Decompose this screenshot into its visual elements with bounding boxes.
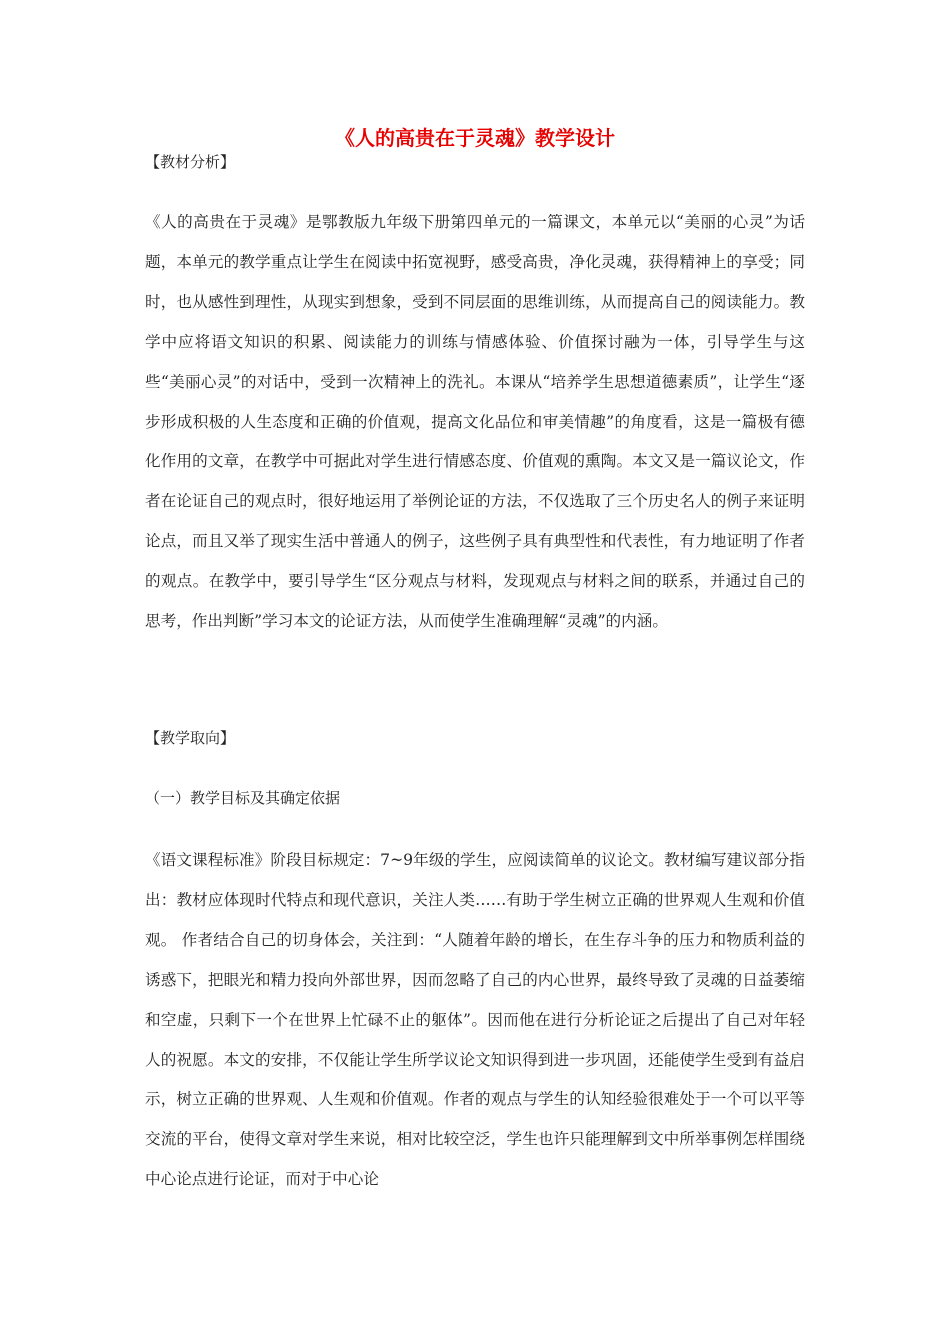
section-heading-textbook-analysis: 【教材分析】 [145,153,236,171]
subsection-heading-teaching-goals: （一）教学目标及其确定依据 [145,789,341,807]
document-title: 《人的高贵在于灵魂》教学设计 [335,126,615,150]
teaching-goals-paragraph: 《语文课程标准》阶段目标规定：7~9年级的学生，应阅读简单的议论文。教材编写建议部分指出：教材应体现时代特点和现代意识，关注人类……有助于学生树立正确的世界观人生观和价值观。 作者结合自己的切身体会，关注到：“人随着年龄的增长，在生存斗争的压力和物质利益的诱惑下，把眼光和精力投向外部世界，因而忽略了自己的内心世界，最终导致了灵魂的日益萎缩和空虚，只剩下一个在世界上忙碌不止的躯体”。因而他在进行分析论证之后提出了自己对年轻人的祝愿。本文的安排，不仅能让学生所学议论文知识得到进一步巩固，还能使学生受到有益启示，树立正确的世界观、人生观和价值观。作者的观点与学生的认知经验很难处于一个可以平等交流的平台，使得文章对学生来说，相对比较空泛，学生也许只能理解到文中所举事例怎样围绕中心论点进行论证，而对于中心论 [145,851,805,1189]
section-heading-teaching-orientation: 【教学取向】 [145,729,236,747]
textbook-analysis-paragraph: 《人的高贵在于灵魂》是鄂教版九年级下册第四单元的一篇课文，本单元以“美丽的心灵”为话题，本单元的教学重点让学生在阅读中拓宽视野，感受高贵，净化灵魂，获得精神上的享受；同时，也从感性到理性，从现实到想象，受到不同层面的思维训练，从而提高自己的阅读能力。教学中应将语文知识的积累、阅读能力的训练与情感体验、价值探讨融为一体，引导学生与这些“美丽心灵”的对话中，受到一次精神上的洗礼。本课从“培养学生思想道德素质”，让学生“逐步形成积极的人生态度和正确的价值观，提高文化品位和审美情趣”的角度看，这是一篇极有德化作用的文章，在教学中可据此对学生进行情感态度、价值观的熏陶。本文又是一篇议论文，作者在论证自己的观点时，很好地运用了举例论证的方法，不仅选取了三个历史名人的例子来证明论点，而且又举了现实生活中普通人的例子，这些例子具有典型性和代表性，有力地证明了作者的观点。在教学中，要引导学生“区分观点与材料，发现观点与材料之间的联系，并通过自己的思考，作出判断”学习本文的论证方法，从而使学生准确理解“灵魂”的内涵。 [145,213,805,631]
